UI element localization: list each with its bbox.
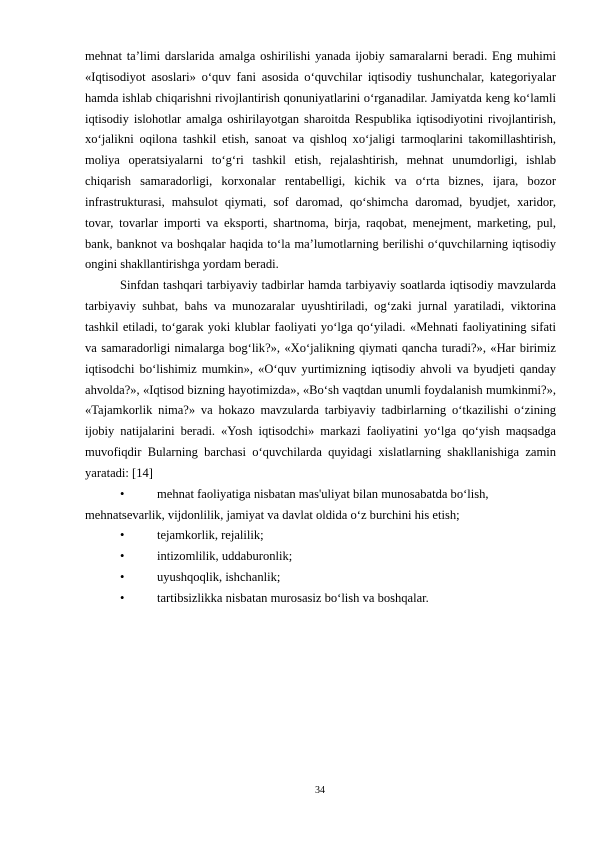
bullet-text: mehnat faoliyatiga nisbatan mas'uliyat bilan munosabatda bo‘lish, — [157, 486, 489, 501]
bullet-mark: • — [120, 486, 125, 501]
bullet-mark: • — [120, 590, 125, 605]
bullet-mark: • — [120, 549, 125, 564]
bullet-item-thrift — [85, 525, 556, 546]
bullet-text: tejamkorlik, rejalilik; — [157, 528, 264, 543]
bullet-item-organization — [85, 567, 556, 588]
bullet-item-intolerance — [85, 588, 556, 609]
bullet-item-responsibility — [85, 484, 556, 505]
page-number: 34 — [315, 785, 325, 796]
paragraph-intro: mehnat ta’limi darslarida amalga oshirilishi yanada ijobiy samaralarni beradi. Eng muhimi «Iqtisodiyot asoslari» o‘quv fani asosida o‘quvchilar iqtisodiy tushunchalar, kategoriyalar hamda ishlab chiqarishni rivojlantirish qonuniyatlarini o‘rganadilar. Jamiyatda keng ko‘lamli iqtisodiy islohotlar amalga oshirilayotgan sharoitda Respublika iqtisodiyotini rivojlantirish, xo‘jalikni oqilona tashkil etish, sanoat va qishloq xo‘jaligi tarmoqlarini takomillashtirish, moliya operatsiyalarni to‘g‘ri tashkil etish, rejalashtirish, mehnat unumdorligi, ishlab chiqarish samaradorligi, korxonalar rentabelligi, kichik va o‘rta biznes, ijara, bozor infrastrukturasi, mahsulot qiymati, sof daromad, qo‘shimcha daromad, byudjet, xaridor, tovar, tovarlar importi va eksporti, shartnoma, birja, raqobat, menejment, marketing, pul, bank, banknot va boshqalar haqida to‘la ma’lumotlarning berilishi o‘quvchilarning iqtisodiy ongini shakllantirishga yordam beradi. — [85, 49, 556, 272]
bullet-item-discipline — [85, 546, 556, 567]
bullet-item-responsibility-continuation: mehnatsevarlik, vijdonlilik, jamiyat va davlat oldida o‘z burchini his etish; — [85, 507, 460, 522]
document-body — [85, 46, 556, 609]
paragraph-extracurricular: Sinfdan tashqari tarbiyaviy tadbirlar hamda tarbiyaviy soatlarda iqtisodiy mavzularda tarbiyaviy suhbat, bahs va munozaralar uyushtiriladi, og‘zaki jurnal yaratiladi, viktorina tashkil etiladi, to‘garak yoki klublar faoliyati yo‘lga qo‘yiladi. «Mehnati faoliyatining sifati va samaradorligi nimalarga bog‘lik?», «Xo‘jalikning qiymati qancha turadi?», «Har birimiz iqtisodchi bo‘lishimiz mumkin», «O‘quv yurtimizning iqtisodiy ahvoli va byudjeti qanday ahvolda?», «Iqtisod bizning hayotimizda», «Bo‘sh vaqtdan unumli foydalanish mumkinmi?», «Tajamkorlik nima?» va hokazo mavzularda tarbiyaviy tadbirlarning o‘tkazilishi o‘zining ijobiy natijalarini beradi. «Yosh iqtisodchi» markazi faoliyatini yo‘lga qo‘yish maqsadga muvofiqdir Bularning barchasi o‘quvchilarda quyidagi xislatlarning shakllanishiga zamin yaratadi: [14] — [85, 278, 556, 480]
bullet-mark: • — [120, 570, 125, 585]
bullet-text: tartibsizlikka nisbatan murosasiz bo‘lish va boshqalar. — [157, 590, 429, 605]
bullet-text: uyushqoqlik, ishchanlik; — [157, 570, 281, 585]
bullet-text: intizomlilik, uddaburonlik; — [157, 549, 293, 564]
bullet-mark: • — [120, 528, 125, 543]
